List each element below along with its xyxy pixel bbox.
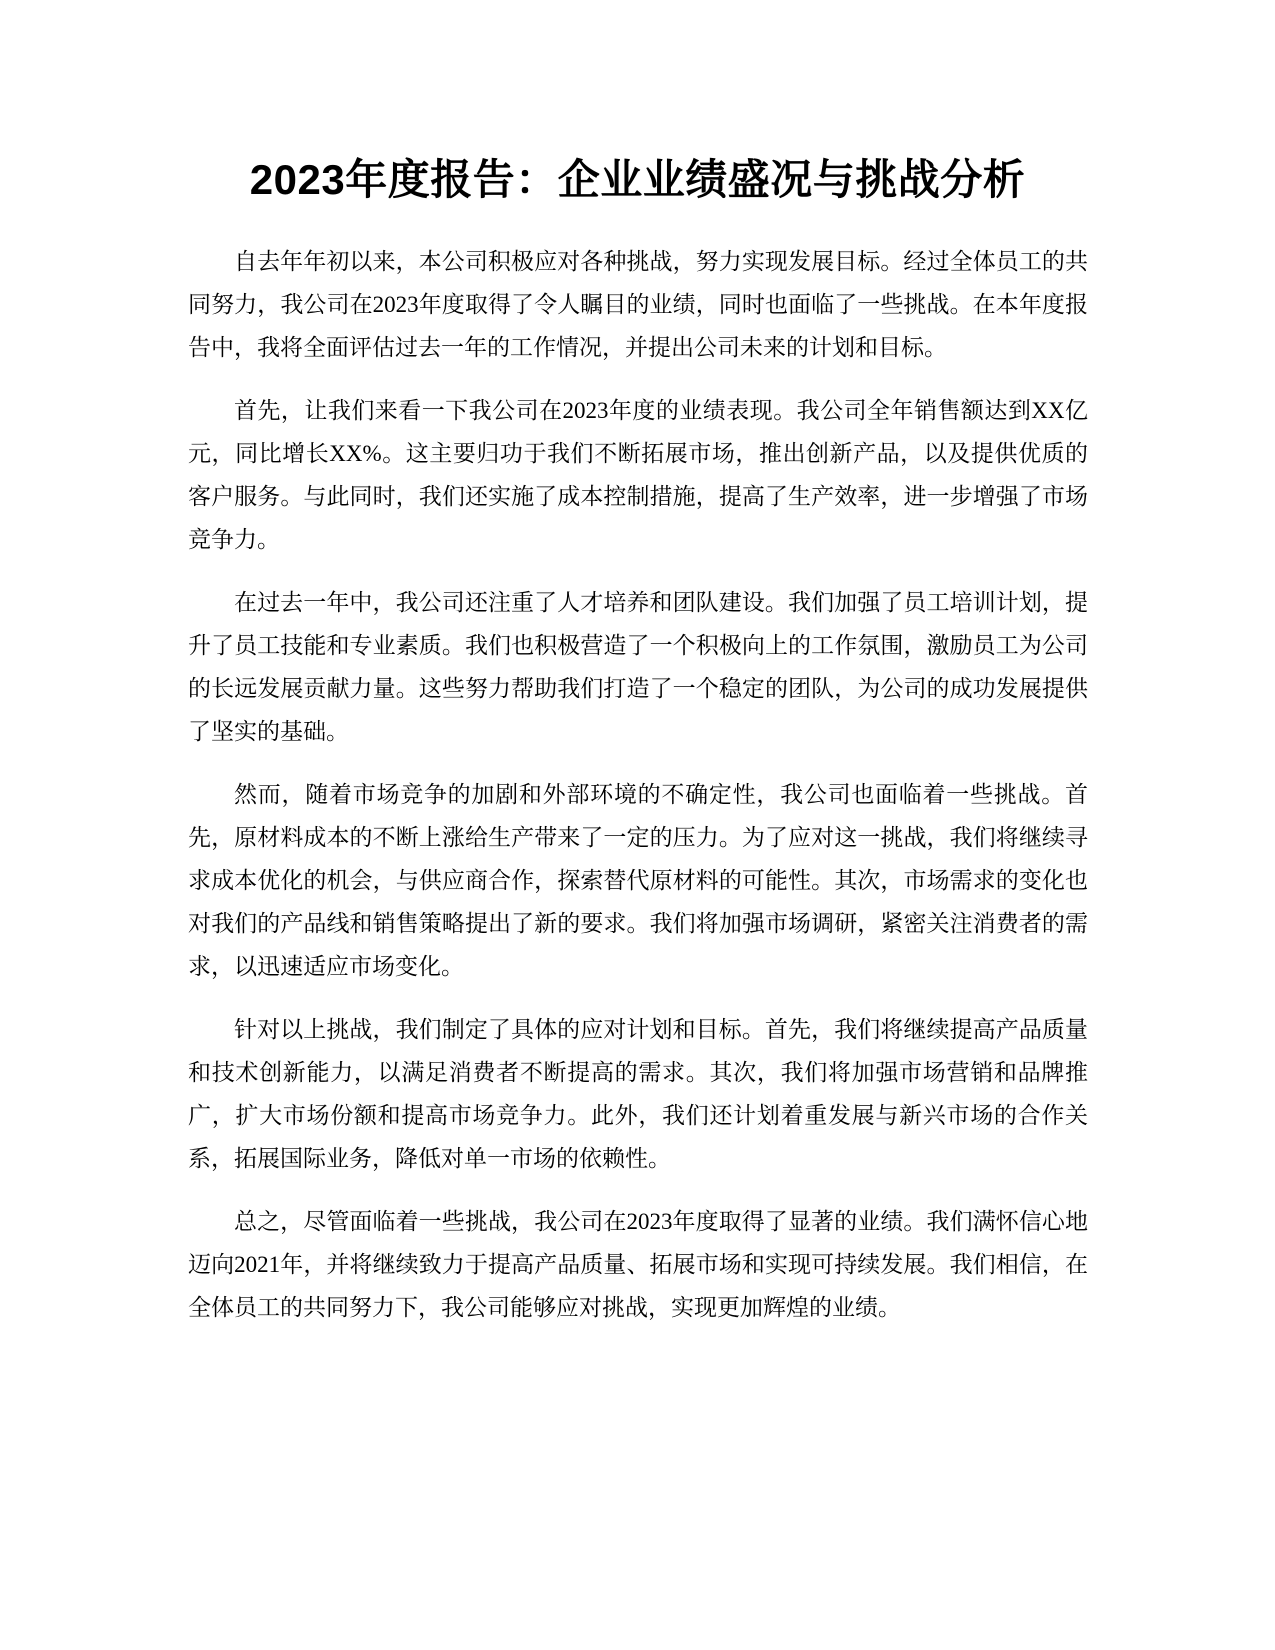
paragraph-talent: 在过去一年中，我公司还注重了人才培养和团队建设。我们加强了员工培训计划，提升了员工技能和专业素质。我们也积极营造了一个积极向上的工作氛围，激励员工为公司的长远发展贡献力量。这些努力帮助我们打造了一个稳定的团队，为公司的成功发展提供了坚实的基础。 xyxy=(188,590,1088,744)
paragraph-conclusion: 总之，尽管面临着一些挑战，我公司在2023年度取得了显著的业绩。我们满怀信心地迈向2021年，并将继续致力于提高产品质量、拓展市场和实现可持续发展。我们相信，在全体员工的共同努力下，我公司能够应对挑战，实现更加辉煌的业绩。 xyxy=(188,1209,1088,1320)
paragraph-plans: 针对以上挑战，我们制定了具体的应对计划和目标。首先，我们将继续提高产品质量和技术创新能力，以满足消费者不断提高的需求。其次，我们将加强市场营销和品牌推广，扩大市场份额和提高市场竞争力。此外，我们还计划着重发展与新兴市场的合作关系，拓展国际业务，降低对单一市场的依赖性。 xyxy=(188,1017,1088,1171)
document-body xyxy=(188,240,1088,1349)
paragraph-intro: 自去年年初以来，本公司积极应对各种挑战，努力实现发展目标。经过全体员工的共同努力，我公司在2023年度取得了令人瞩目的业绩，同时也面临了一些挑战。在本年度报告中，我将全面评估过去一年的工作情况，并提出公司未来的计划和目标。 xyxy=(188,249,1088,360)
paragraph-challenges: 然而，随着市场竞争的加剧和外部环境的不确定性，我公司也面临着一些挑战。首先，原材料成本的不断上涨给生产带来了一定的压力。为了应对这一挑战，我们将继续寻求成本优化的机会，与供应商合作，探索替代原材料的可能性。其次，市场需求的变化也对我们的产品线和销售策略提出了新的要求。我们将加强市场调研，紧密关注消费者的需求，以迅速适应市场变化。 xyxy=(188,782,1088,979)
paragraph-performance: 首先，让我们来看一下我公司在2023年度的业绩表现。我公司全年销售额达到XX亿元，同比增长XX%。这主要归功于我们不断拓展市场，推出创新产品，以及提供优质的客户服务。与此同时，我们还实施了成本控制措施，提高了生产效率，进一步增强了市场竞争力。 xyxy=(188,398,1088,552)
document-title: 2023年度报告：企业业绩盛况与挑战分析 xyxy=(249,156,1026,203)
